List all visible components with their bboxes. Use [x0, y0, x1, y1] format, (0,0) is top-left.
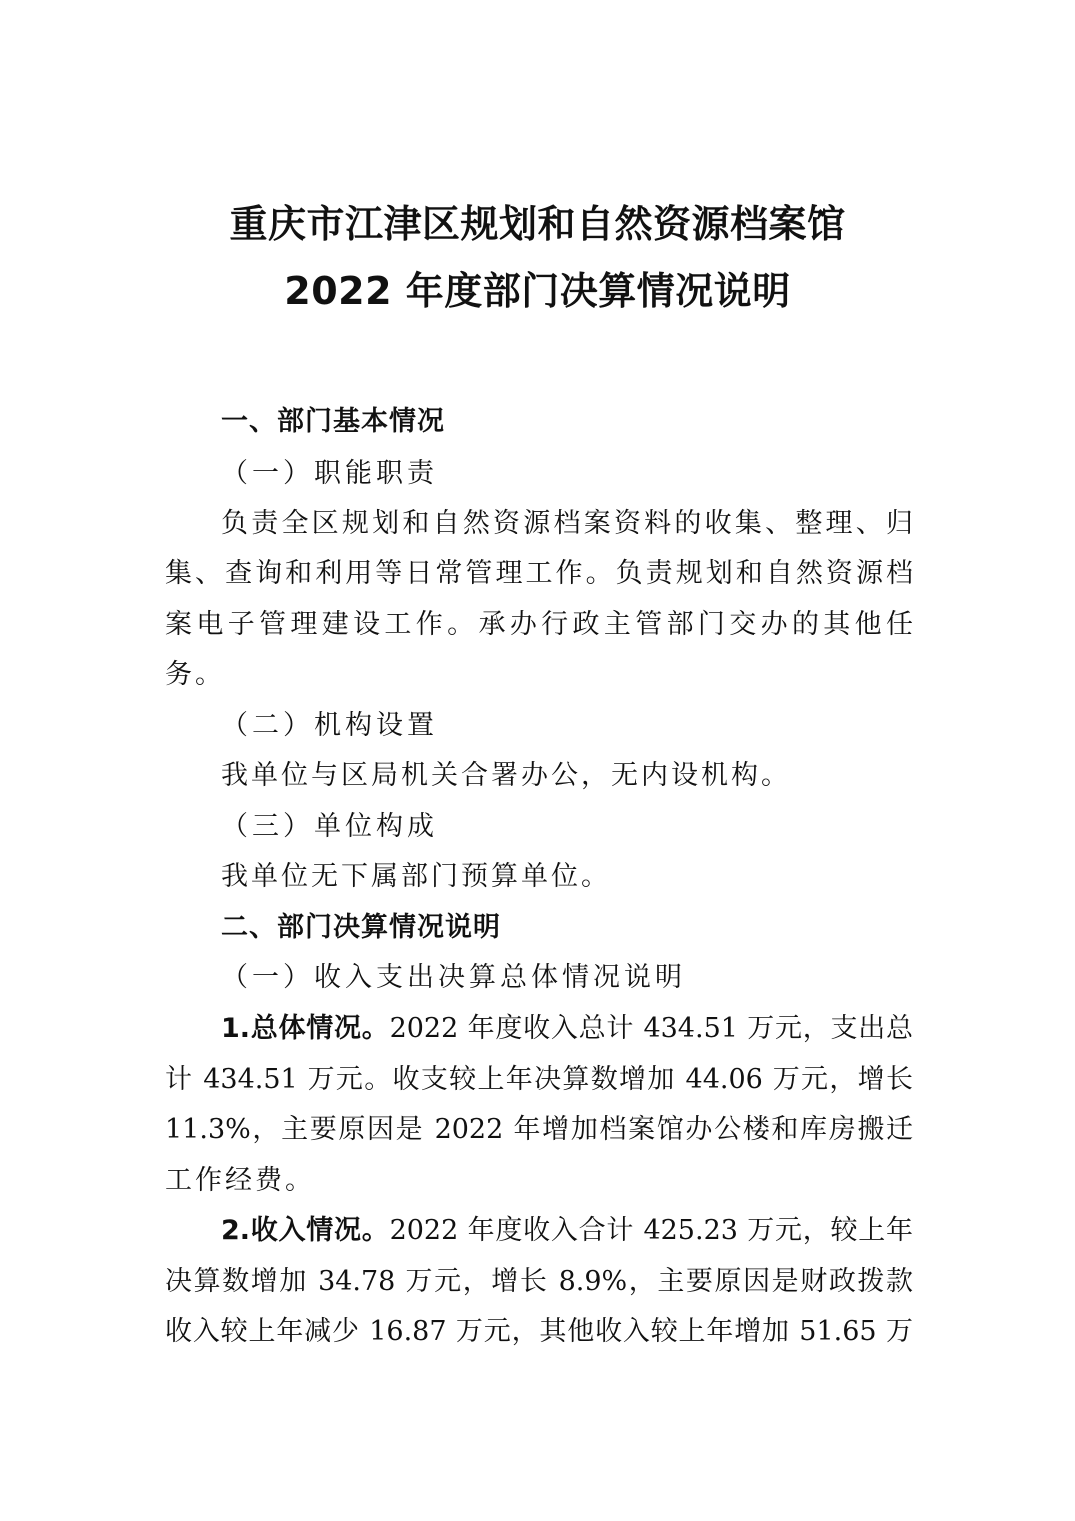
- subsection-overall-heading: （一）收入支出决算总体情况说明: [221, 962, 686, 993]
- duties-text-line: 负责全区规划和自然资源档案资料的收集、整理、归: [221, 508, 913, 539]
- income-paragraph-line: 决算数增加 34.78 万元，增长 8.9%，主要原因是财政拨款: [165, 1266, 913, 1297]
- document-subtitle: 2022 年度部门决算情况说明: [284, 269, 791, 313]
- subsection-composition-heading: （三）单位构成: [221, 811, 438, 842]
- overall-paragraph-line: [221, 1015, 913, 1042]
- duties-text-line: 务。: [165, 659, 225, 690]
- overall-paragraph-line: 工作经费。: [165, 1165, 315, 1196]
- section-2-heading: 二、部门决算情况说明: [221, 912, 501, 943]
- org-text: 我单位与区局机关合署办公，无内设机构。: [221, 760, 791, 791]
- overall-lead: 1.总体情况。: [221, 1013, 390, 1044]
- duties-text-line: 集、查询和利用等日常管理工作。负责规划和自然资源档: [165, 558, 913, 589]
- section-1-heading: 一、部门基本情况: [221, 406, 445, 437]
- document-title: 重庆市江津区规划和自然资源档案馆: [229, 202, 846, 246]
- income-line-rest: 2022 年度收入合计 425.23 万元，较上年: [389, 1215, 914, 1246]
- income-lead: 2.收入情况。: [221, 1215, 390, 1246]
- subsection-org-heading: （二）机构设置: [221, 710, 438, 741]
- income-paragraph-line: [221, 1217, 913, 1244]
- subsection-duties-heading: （一）职能职责: [221, 458, 438, 489]
- duties-text-line: 案电子管理建设工作。承办行政主管部门交办的其他任: [165, 609, 913, 640]
- overall-paragraph-line: 11.3%，主要原因是 2022 年增加档案馆办公楼和库房搬迁: [165, 1114, 913, 1145]
- overall-line-rest: 2022 年度收入总计 434.51 万元，支出总: [389, 1013, 914, 1044]
- composition-text: 我单位无下属部门预算单位。: [221, 861, 611, 892]
- overall-paragraph-line: 计 434.51 万元。收支较上年决算数增加 44.06 万元，增长: [165, 1064, 913, 1095]
- income-paragraph-line: 收入较上年减少 16.87 万元，其他收入较上年增加 51.65 万: [165, 1316, 913, 1347]
